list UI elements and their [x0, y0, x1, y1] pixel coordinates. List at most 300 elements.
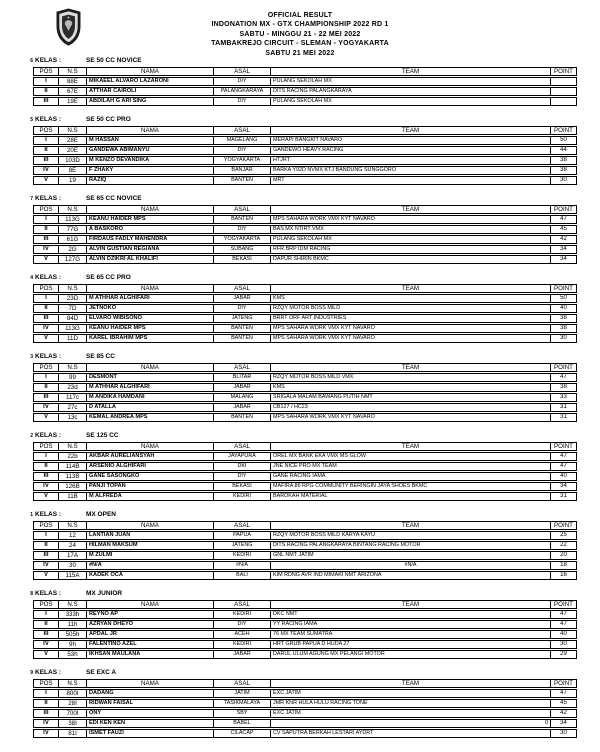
point-cell: 38	[550, 314, 577, 323]
team-cell: OREL MX BANK EKA VMX MS GLOW	[270, 452, 550, 461]
column-header: TEAM	[270, 363, 550, 372]
name-cell: GANDEWA ABIMANYU	[86, 146, 213, 155]
class-number: 8	[30, 591, 33, 597]
point-cell: 38	[550, 383, 577, 392]
name-cell: ALVIN GUSTIAN REGIANA	[86, 245, 213, 254]
asal-cell: DIY	[213, 620, 270, 629]
point-cell: 38	[550, 166, 577, 175]
table-row	[33, 166, 577, 175]
asal-cell: JABAR	[213, 650, 270, 659]
name-cell: AKBAR AURELIANSYAH	[86, 452, 213, 461]
class-result-block	[30, 432, 577, 502]
point-cell: 38	[550, 156, 577, 165]
ns-cell: 53h	[58, 650, 86, 659]
class-title: SE 125 CC	[86, 432, 119, 439]
name-cell: DADANG	[86, 689, 213, 698]
column-header: N.S	[58, 205, 86, 214]
name-cell: ISMET FAUZI	[86, 729, 213, 738]
name-cell: M KENZO DEVANDIKA	[86, 156, 213, 165]
kelas-label: KELAS :	[35, 669, 61, 676]
asal-cell: BALI	[213, 571, 270, 580]
column-header: NAMA	[86, 67, 213, 76]
team-cell: BRRT ORF ART INDUSTRIES	[270, 314, 550, 323]
name-cell: M ALFREDA	[86, 492, 213, 501]
column-header: ASAL	[213, 284, 270, 293]
team-cell: MPS SAHARA WORK VMX KYT NAVARO	[270, 413, 550, 422]
pos-cell: II	[33, 225, 58, 234]
pos-cell: III	[33, 709, 58, 718]
team-cell: KMS	[270, 383, 550, 392]
ns-cell: 127G	[58, 255, 86, 264]
team-cell: RZQY MOTOR BOSS MILD	[270, 304, 550, 313]
point-cell: 30	[550, 729, 577, 738]
pos-cell: II	[33, 146, 58, 155]
table-row	[33, 304, 577, 313]
table-row	[33, 393, 577, 402]
result-table	[33, 599, 577, 660]
asal-cell: DIY	[213, 472, 270, 481]
ns-cell: 28I	[58, 699, 86, 708]
name-cell: RAZIQ	[86, 176, 213, 185]
pos-cell: I	[33, 610, 58, 619]
column-header: NAMA	[86, 284, 213, 293]
team-cell: EXC JATIM	[270, 709, 550, 718]
class-number: 3	[30, 354, 33, 360]
pos-cell: IV	[33, 324, 58, 333]
asal-cell: BEKASI	[213, 255, 270, 264]
table-row	[33, 640, 577, 649]
asal-cell: ACEH	[213, 630, 270, 639]
name-cell: JETNOKO	[86, 304, 213, 313]
team-cell: HTJRT	[270, 156, 550, 165]
column-header: POINT	[550, 363, 577, 372]
pos-cell: V	[33, 176, 58, 185]
point-cell: 38	[550, 324, 577, 333]
pos-cell: II	[33, 87, 58, 96]
ns-cell: 19	[58, 176, 86, 185]
pos-cell: I	[33, 215, 58, 224]
pos-cell: I	[33, 373, 58, 382]
table-row	[33, 324, 577, 333]
point-cell: 31	[550, 492, 577, 501]
column-header: TEAM	[270, 442, 550, 451]
result-table	[33, 520, 577, 581]
column-header: NAMA	[86, 600, 213, 609]
column-header: N.S	[58, 363, 86, 372]
asal-cell: KEDIRI	[213, 640, 270, 649]
ns-cell: 103D	[58, 156, 86, 165]
point-cell: 34	[550, 482, 577, 491]
name-cell: DESMONT	[86, 373, 213, 382]
point-cell: 30	[550, 640, 577, 649]
table-row	[33, 630, 577, 639]
kelas-label: KELAS :	[35, 274, 61, 281]
name-cell: RIDWAN FAISAL	[86, 699, 213, 708]
ns-cell: 17A	[58, 551, 86, 560]
table-row	[33, 719, 577, 728]
ns-cell: 61G	[58, 235, 86, 244]
team-cell: MPS SAHARA WORK VMX KYT NAVARO	[270, 215, 550, 224]
point-cell: 45	[550, 225, 577, 234]
team-cell: GANE RACING IAMA	[270, 472, 550, 481]
pos-cell: IV	[33, 403, 58, 412]
name-cell: MIKAEEL ALVARO LAZARONI	[86, 77, 213, 86]
point-cell: 45	[550, 699, 577, 708]
pos-cell: IV	[33, 719, 58, 728]
asal-cell: CILACAP	[213, 729, 270, 738]
ns-cell: 27c	[58, 403, 86, 412]
asal-cell: DIY	[213, 97, 270, 106]
table-row	[33, 97, 577, 106]
pos-cell: IV	[33, 482, 58, 491]
ns-cell: 24	[58, 541, 86, 550]
ns-cell: 700I	[58, 709, 86, 718]
asal-cell: BANTEN	[213, 215, 270, 224]
team-cell: MAFIRA 86 RPG COMMUNITY BERINGIN JAYA SHOES BKMC	[270, 482, 550, 491]
ns-cell: 113G	[58, 215, 86, 224]
ns-cell: 2G	[58, 245, 86, 254]
column-header: TEAM	[270, 205, 550, 214]
class-label	[30, 432, 577, 441]
asal-cell: BANTEN	[213, 413, 270, 422]
pos-cell: V	[33, 413, 58, 422]
table-row	[33, 482, 577, 491]
column-header: POINT	[550, 284, 577, 293]
column-header: N.S	[58, 284, 86, 293]
ns-cell: 38I	[58, 719, 86, 728]
point-cell: 42	[550, 709, 577, 718]
point-cell: 34	[550, 255, 577, 264]
pos-cell: II	[33, 541, 58, 550]
pos-cell: III	[33, 630, 58, 639]
class-label	[30, 195, 577, 204]
point-cell: 22	[550, 541, 577, 550]
name-cell: APDAL JR	[86, 630, 213, 639]
result-table	[33, 125, 577, 186]
point-cell: 16	[550, 571, 577, 580]
point-cell: 20	[550, 551, 577, 560]
table-row	[33, 156, 577, 165]
ns-cell: 9h	[58, 640, 86, 649]
team-cell: CB127 / HC23	[270, 403, 550, 412]
table-row	[33, 561, 577, 570]
table-row	[33, 472, 577, 481]
class-number: 4	[30, 275, 33, 281]
ns-cell: 99	[58, 373, 86, 382]
header-line-event-title: INDONATION MX - GTX CHAMPIONSHIP 2022 RD 1	[211, 21, 389, 29]
pos-cell: III	[33, 156, 58, 165]
pos-cell: V	[33, 492, 58, 501]
asal-cell: DKI	[213, 462, 270, 471]
point-cell: 47	[550, 689, 577, 698]
class-label	[30, 511, 577, 520]
result-table	[33, 441, 577, 502]
table-header-row	[33, 67, 577, 76]
table-row	[33, 383, 577, 392]
name-cell: #N/A	[86, 561, 213, 570]
ns-cell: 22b	[58, 452, 86, 461]
column-header: ASAL	[213, 679, 270, 688]
table-row	[33, 699, 577, 708]
column-header: N.S	[58, 679, 86, 688]
asal-cell: JABAR	[213, 383, 270, 392]
asal-cell: YOGYAKARTA	[213, 156, 270, 165]
table-row	[33, 610, 577, 619]
class-number: 7	[30, 196, 33, 202]
ns-cell: 11h	[58, 620, 86, 629]
asal-cell: BANTEN	[213, 334, 270, 343]
team-cell: RZQY MOTOR BOSS MILD KARYA KAYU	[270, 531, 550, 540]
class-title: SE 65 CC NOVICE	[86, 195, 142, 202]
point-cell: 47	[550, 462, 577, 471]
team-cell: JNE NICE PRO MX TEAM	[270, 462, 550, 471]
pos-cell: I	[33, 136, 58, 145]
header-line-event-dates: SABTU - MINGGU 21 - 22 MEI 2022	[239, 30, 361, 38]
table-row	[33, 255, 577, 264]
point-cell: 30	[550, 176, 577, 185]
class-label	[30, 57, 577, 66]
name-cell: HILMAN MAKSUM	[86, 541, 213, 550]
point-cell: 31	[550, 403, 577, 412]
name-cell: F ZHAKY	[86, 166, 213, 175]
column-header: POS	[33, 284, 58, 293]
pos-cell: I	[33, 531, 58, 540]
column-header: POS	[33, 600, 58, 609]
asal-cell: #N/A	[213, 561, 270, 570]
table-row	[33, 709, 577, 718]
asal-cell: PALANGKARAYA	[213, 87, 270, 96]
ns-cell: 19E	[58, 97, 86, 106]
column-header: TEAM	[270, 521, 550, 530]
column-header: N.S	[58, 126, 86, 135]
team-cell: BAS MX NTIRT VMX	[270, 225, 550, 234]
name-cell: GANE SASONGKO	[86, 472, 213, 481]
column-header: TEAM	[270, 67, 550, 76]
table-row	[33, 136, 577, 145]
pos-cell: I	[33, 452, 58, 461]
team-cell: BARKA Y92D NVMX KTJ BANDUNG SUNGGORO	[270, 166, 550, 175]
pos-cell: V	[33, 650, 58, 659]
team-extra-value: 0	[545, 720, 548, 726]
pos-cell: II	[33, 699, 58, 708]
pos-cell: V	[33, 255, 58, 264]
point-cell	[550, 97, 577, 106]
point-cell: 34	[550, 245, 577, 254]
column-header: POINT	[550, 126, 577, 135]
result-table	[33, 204, 577, 265]
pos-cell: III	[33, 235, 58, 244]
column-header: POS	[33, 363, 58, 372]
team-cell: GANDEWO HEAVY RACING	[270, 146, 550, 155]
team-cell: JMR KNR HULA HULU RACING TONE	[270, 699, 550, 708]
name-cell: M ATHHAR ALGHIFARI	[86, 383, 213, 392]
point-cell: 47	[550, 620, 577, 629]
team-cell: RFR BRP IDM RACING	[270, 245, 550, 254]
point-cell: 25	[550, 531, 577, 540]
team-cell: GNL NMT JATIM	[270, 551, 550, 560]
asal-cell: PAPUA	[213, 531, 270, 540]
ns-cell: 13c	[58, 413, 86, 422]
ns-cell: 30	[58, 561, 86, 570]
pos-cell: I	[33, 689, 58, 698]
table-row	[33, 403, 577, 412]
column-header: TEAM	[270, 126, 550, 135]
name-cell: ELVARO WIBISONO	[86, 314, 213, 323]
ns-cell: 67E	[58, 87, 86, 96]
point-cell: 30	[550, 334, 577, 343]
class-label	[30, 116, 577, 125]
column-header: NAMA	[86, 363, 213, 372]
name-cell: M ZULMI	[86, 551, 213, 560]
column-header: N.S	[58, 442, 86, 451]
class-result-block	[30, 57, 577, 107]
asal-cell: BLITAR	[213, 373, 270, 382]
name-cell: PANJI TOPAN	[86, 482, 213, 491]
asal-cell: JATIM	[213, 689, 270, 698]
table-header-row	[33, 126, 577, 135]
column-header: POINT	[550, 600, 577, 609]
class-number: 2	[30, 433, 33, 439]
asal-cell: MAGELANG	[213, 136, 270, 145]
table-row	[33, 294, 577, 303]
asal-cell: TASIKMALAYA	[213, 699, 270, 708]
pos-cell: IV	[33, 166, 58, 175]
table-header-row	[33, 363, 577, 372]
column-header: POS	[33, 442, 58, 451]
point-cell: 40	[550, 630, 577, 639]
kelas-label: KELAS :	[35, 511, 61, 518]
asal-cell: DIY	[213, 304, 270, 313]
column-header: ASAL	[213, 600, 270, 609]
pos-cell: IV	[33, 729, 58, 738]
ns-cell: 8E	[58, 166, 86, 175]
point-cell: 50	[550, 294, 577, 303]
table-row	[33, 571, 577, 580]
name-cell: REYNO AP	[86, 610, 213, 619]
ns-cell: 114B	[58, 462, 86, 471]
kelas-label: KELAS :	[35, 195, 61, 202]
ns-cell: 7D	[58, 304, 86, 313]
point-cell: 34	[550, 719, 577, 728]
name-cell: ONY	[86, 709, 213, 718]
asal-cell: BANTEN	[213, 324, 270, 333]
kelas-label: KELAS :	[35, 116, 61, 123]
name-cell: EDI KEN KEN	[86, 719, 213, 728]
team-cell: PULANG SEKOLAH MX	[270, 77, 550, 86]
class-title: SE 50 CC PRO	[86, 116, 131, 123]
class-title: MX JUNIOR	[86, 590, 123, 597]
pos-cell: V	[33, 571, 58, 580]
pos-cell: III	[33, 314, 58, 323]
ns-cell: 333h	[58, 610, 86, 619]
column-header: POS	[33, 521, 58, 530]
name-cell: M ATHHAR ALGHIFARI	[86, 294, 213, 303]
table-row	[33, 235, 577, 244]
team-cell: KMS	[270, 294, 550, 303]
point-cell: 44	[550, 146, 577, 155]
asal-cell: BEKASI	[213, 482, 270, 491]
asal-cell: BANJAR	[213, 166, 270, 175]
team-cell: MPS SAHARA WORK VMX KYT NAVARO	[270, 334, 550, 343]
result-table	[33, 678, 577, 739]
name-cell: KAREL IBRAHIM MPS	[86, 334, 213, 343]
asal-cell: BABEL	[213, 719, 270, 728]
table-row	[33, 531, 577, 540]
point-cell: 47	[550, 373, 577, 382]
ns-cell: 117c	[58, 393, 86, 402]
class-label	[30, 669, 577, 678]
ns-cell: 23D	[58, 294, 86, 303]
class-result-block	[30, 669, 577, 739]
column-header: POINT	[550, 442, 577, 451]
table-row	[33, 314, 577, 323]
pos-cell: III	[33, 97, 58, 106]
class-result-block	[30, 116, 577, 186]
asal-cell: JATENG	[213, 541, 270, 550]
name-cell: M ANDIKA HAMDANI	[86, 393, 213, 402]
table-row	[33, 215, 577, 224]
name-cell: ARSENIO ALGHIFARI	[86, 462, 213, 471]
ns-cell: 11B	[58, 492, 86, 501]
table-header-row	[33, 600, 577, 609]
column-header: TEAM	[270, 600, 550, 609]
column-header: NAMA	[86, 521, 213, 530]
class-label	[30, 274, 577, 283]
class-number: 5	[30, 117, 33, 123]
team-cell: PULANG SEKOLAH MX	[270, 97, 550, 106]
asal-cell: SUBANG	[213, 245, 270, 254]
name-cell: FALENTINO AZEL	[86, 640, 213, 649]
class-number: 1	[30, 512, 33, 518]
table-header-row	[33, 679, 577, 688]
pos-cell: I	[33, 77, 58, 86]
header-line-official-result: OFFICIAL RESULT	[267, 12, 333, 19]
document-header	[0, 11, 600, 58]
point-cell: 29	[550, 650, 577, 659]
ns-cell: 28E	[58, 136, 86, 145]
column-header: POINT	[550, 67, 577, 76]
column-header: ASAL	[213, 521, 270, 530]
column-header: POINT	[550, 205, 577, 214]
column-header: NAMA	[86, 126, 213, 135]
pos-cell: III	[33, 472, 58, 481]
name-cell: M HASSAN	[86, 136, 213, 145]
team-cell: 76 MX TEAM SUMATRA	[270, 630, 550, 639]
name-cell: D ATALLA	[86, 403, 213, 412]
point-cell: 40	[550, 304, 577, 313]
header-line-venue: TAMBAKREJO CIRCUIT - SLEMAN - YOGYAKARTA	[211, 40, 389, 48]
table-row	[33, 729, 577, 738]
table-row	[33, 77, 577, 86]
pos-cell: II	[33, 304, 58, 313]
team-cell: HRT GRUB PAPUA D HUDA 27	[270, 640, 550, 649]
table-row	[33, 492, 577, 501]
class-title: SE 50 CC NOVICE	[86, 57, 142, 64]
kelas-label: KELAS :	[35, 590, 61, 597]
ns-cell: 115A	[58, 571, 86, 580]
table-row	[33, 462, 577, 471]
pos-cell: IV	[33, 561, 58, 570]
pos-cell: IV	[33, 640, 58, 649]
point-cell: 50	[550, 136, 577, 145]
column-header: ASAL	[213, 205, 270, 214]
result-table	[33, 283, 577, 344]
pos-cell: II	[33, 462, 58, 471]
table-header-row	[33, 205, 577, 214]
column-header: TEAM	[270, 284, 550, 293]
team-cell: DITS RACING PALANGKARAYA	[270, 87, 550, 96]
point-cell: 40	[550, 472, 577, 481]
